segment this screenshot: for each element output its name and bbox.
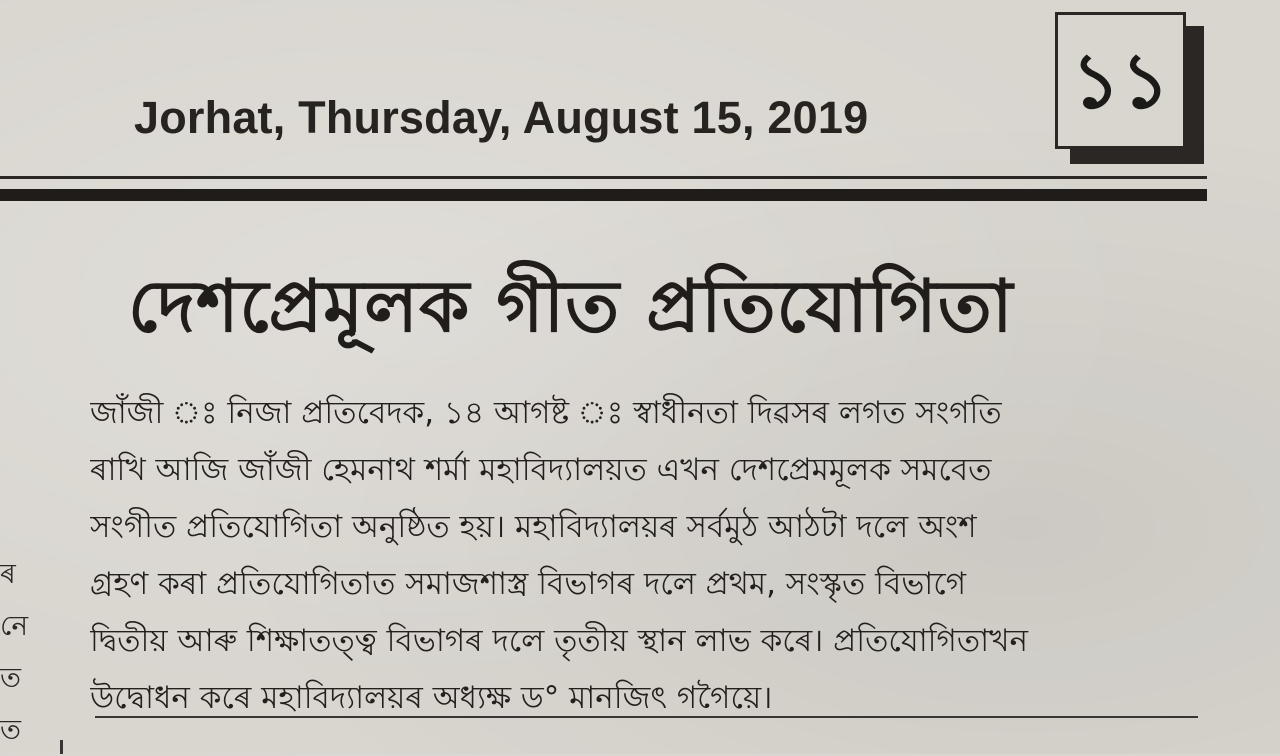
page-number: ১১ (1071, 35, 1170, 125)
article-body-line-3: সংগীত প্ৰতিযোগিতা অনুষ্ঠিত হয়। মহাবিদ্যালয়ৰ সৰ্বমুঠ আঠটা দলে অংশ (90, 509, 977, 545)
adjacent-column-fragment: ৰ (0, 557, 16, 590)
adjacent-column-fragment: নে (0, 609, 29, 642)
page-number-box (1055, 12, 1186, 149)
article-body-line-2: ৰাখি আজি জাঁজী হেমনাথ শৰ্মা মহাবিদ্যালয়ত এখন দেশপ্ৰেমমূলক সমবেত (90, 452, 992, 488)
article-body-line-4: গ্ৰহণ কৰা প্ৰতিযোগিতাত সমাজশাস্ত্ৰ বিভাগৰ দলে প্ৰথম, সংস্কৃত বিভাগে (90, 566, 967, 602)
masthead-rule-thick (0, 189, 1207, 201)
adjacent-column-fragments (0, 548, 34, 756)
column-divider (60, 740, 63, 754)
masthead-rule-thin (0, 176, 1207, 179)
adjacent-column-fragment: ত (0, 661, 22, 694)
article-bottom-rule (95, 716, 1198, 718)
article-body-line-6: উদ্বোধন কৰে মহাবিদ্যালয়ৰ অধ্যক্ষ ড° মানজিৎ গগৈয়ে। (90, 680, 773, 716)
article-headline: দেশপ্ৰেমূলক গীত প্ৰতিযোগিতা (128, 264, 1014, 348)
adjacent-column-fragment: ত (0, 713, 22, 746)
article-body-line-1: জাঁজী ঃ নিজা প্ৰতিবেদক, ১৪ আগষ্ট ঃ স্বাধীনতা দিৱসৰ লগত সংগতি (90, 395, 1002, 431)
dateline: Jorhat, Thursday, August 15, 2019 (134, 92, 869, 143)
article-body (90, 385, 1205, 727)
article-body-line-5: দ্বিতীয় আৰু শিক্ষাতত্ত্ব বিভাগৰ দলে তৃতীয় স্থান লাভ কৰে। প্ৰতিযোগিতাখন (90, 623, 1028, 659)
